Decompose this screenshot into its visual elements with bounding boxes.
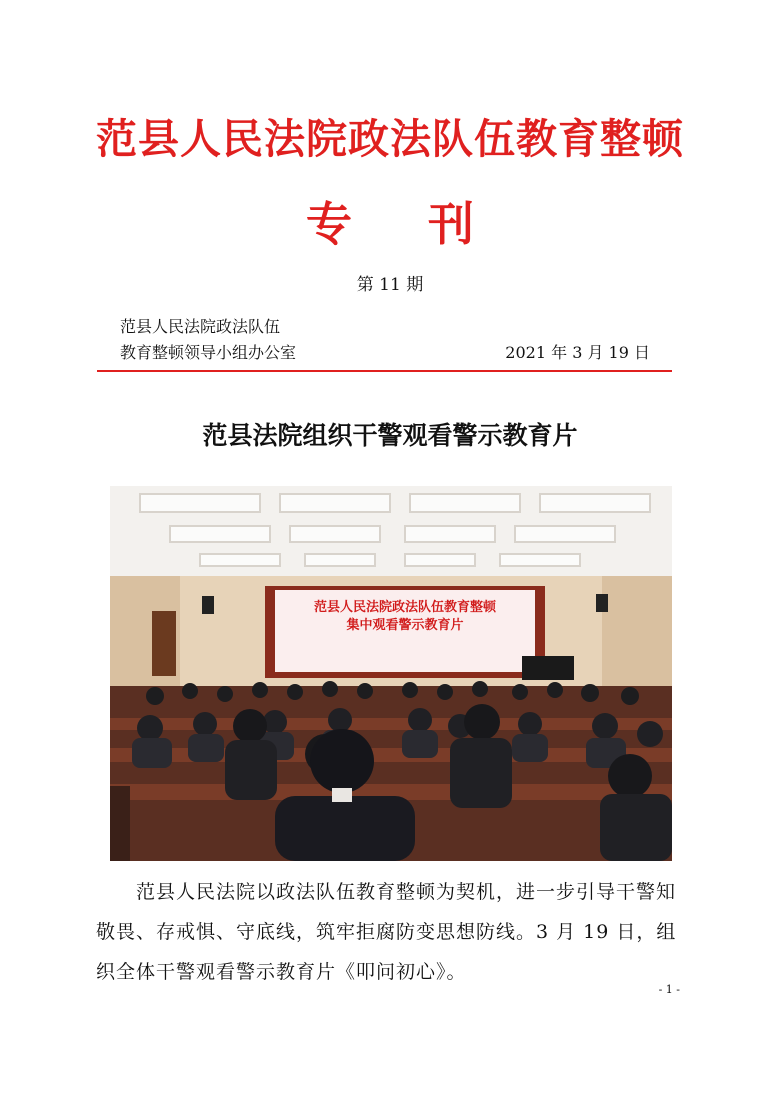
- issuing-office-line2: 教育整顿领导小组办公室: [120, 343, 297, 362]
- issuing-office-line1: 范县人民法院政法队伍: [120, 317, 281, 336]
- article-body: 范县人民法院以政法队伍教育整顿为契机，进一步引导干警知敬畏、存戒惧、守底线，筑牢拒腐防变思想防线。3 月 19 日，组织全体干警观看警示教育片《叩问初心》。: [96, 881, 677, 983]
- article-headline: 范县法院组织干警观看警示教育片: [202, 421, 578, 450]
- meeting-photo: [110, 486, 672, 861]
- masthead-title: 范县人民法院政法队伍教育整顿: [96, 115, 684, 163]
- masthead-subtitle: 专 刊: [305, 197, 504, 251]
- masthead-divider: [97, 370, 672, 372]
- screen-line1: 范县人民法院政法队伍教育整顿: [313, 600, 496, 615]
- page-number: - 1 -: [658, 983, 680, 996]
- projection-screen: [285, 599, 525, 635]
- publication-date: 2021 年 3 月 19 日: [505, 343, 650, 362]
- screen-line2: 集中观看警示教育片: [346, 618, 464, 633]
- issue-number: 第 11 期: [356, 275, 424, 295]
